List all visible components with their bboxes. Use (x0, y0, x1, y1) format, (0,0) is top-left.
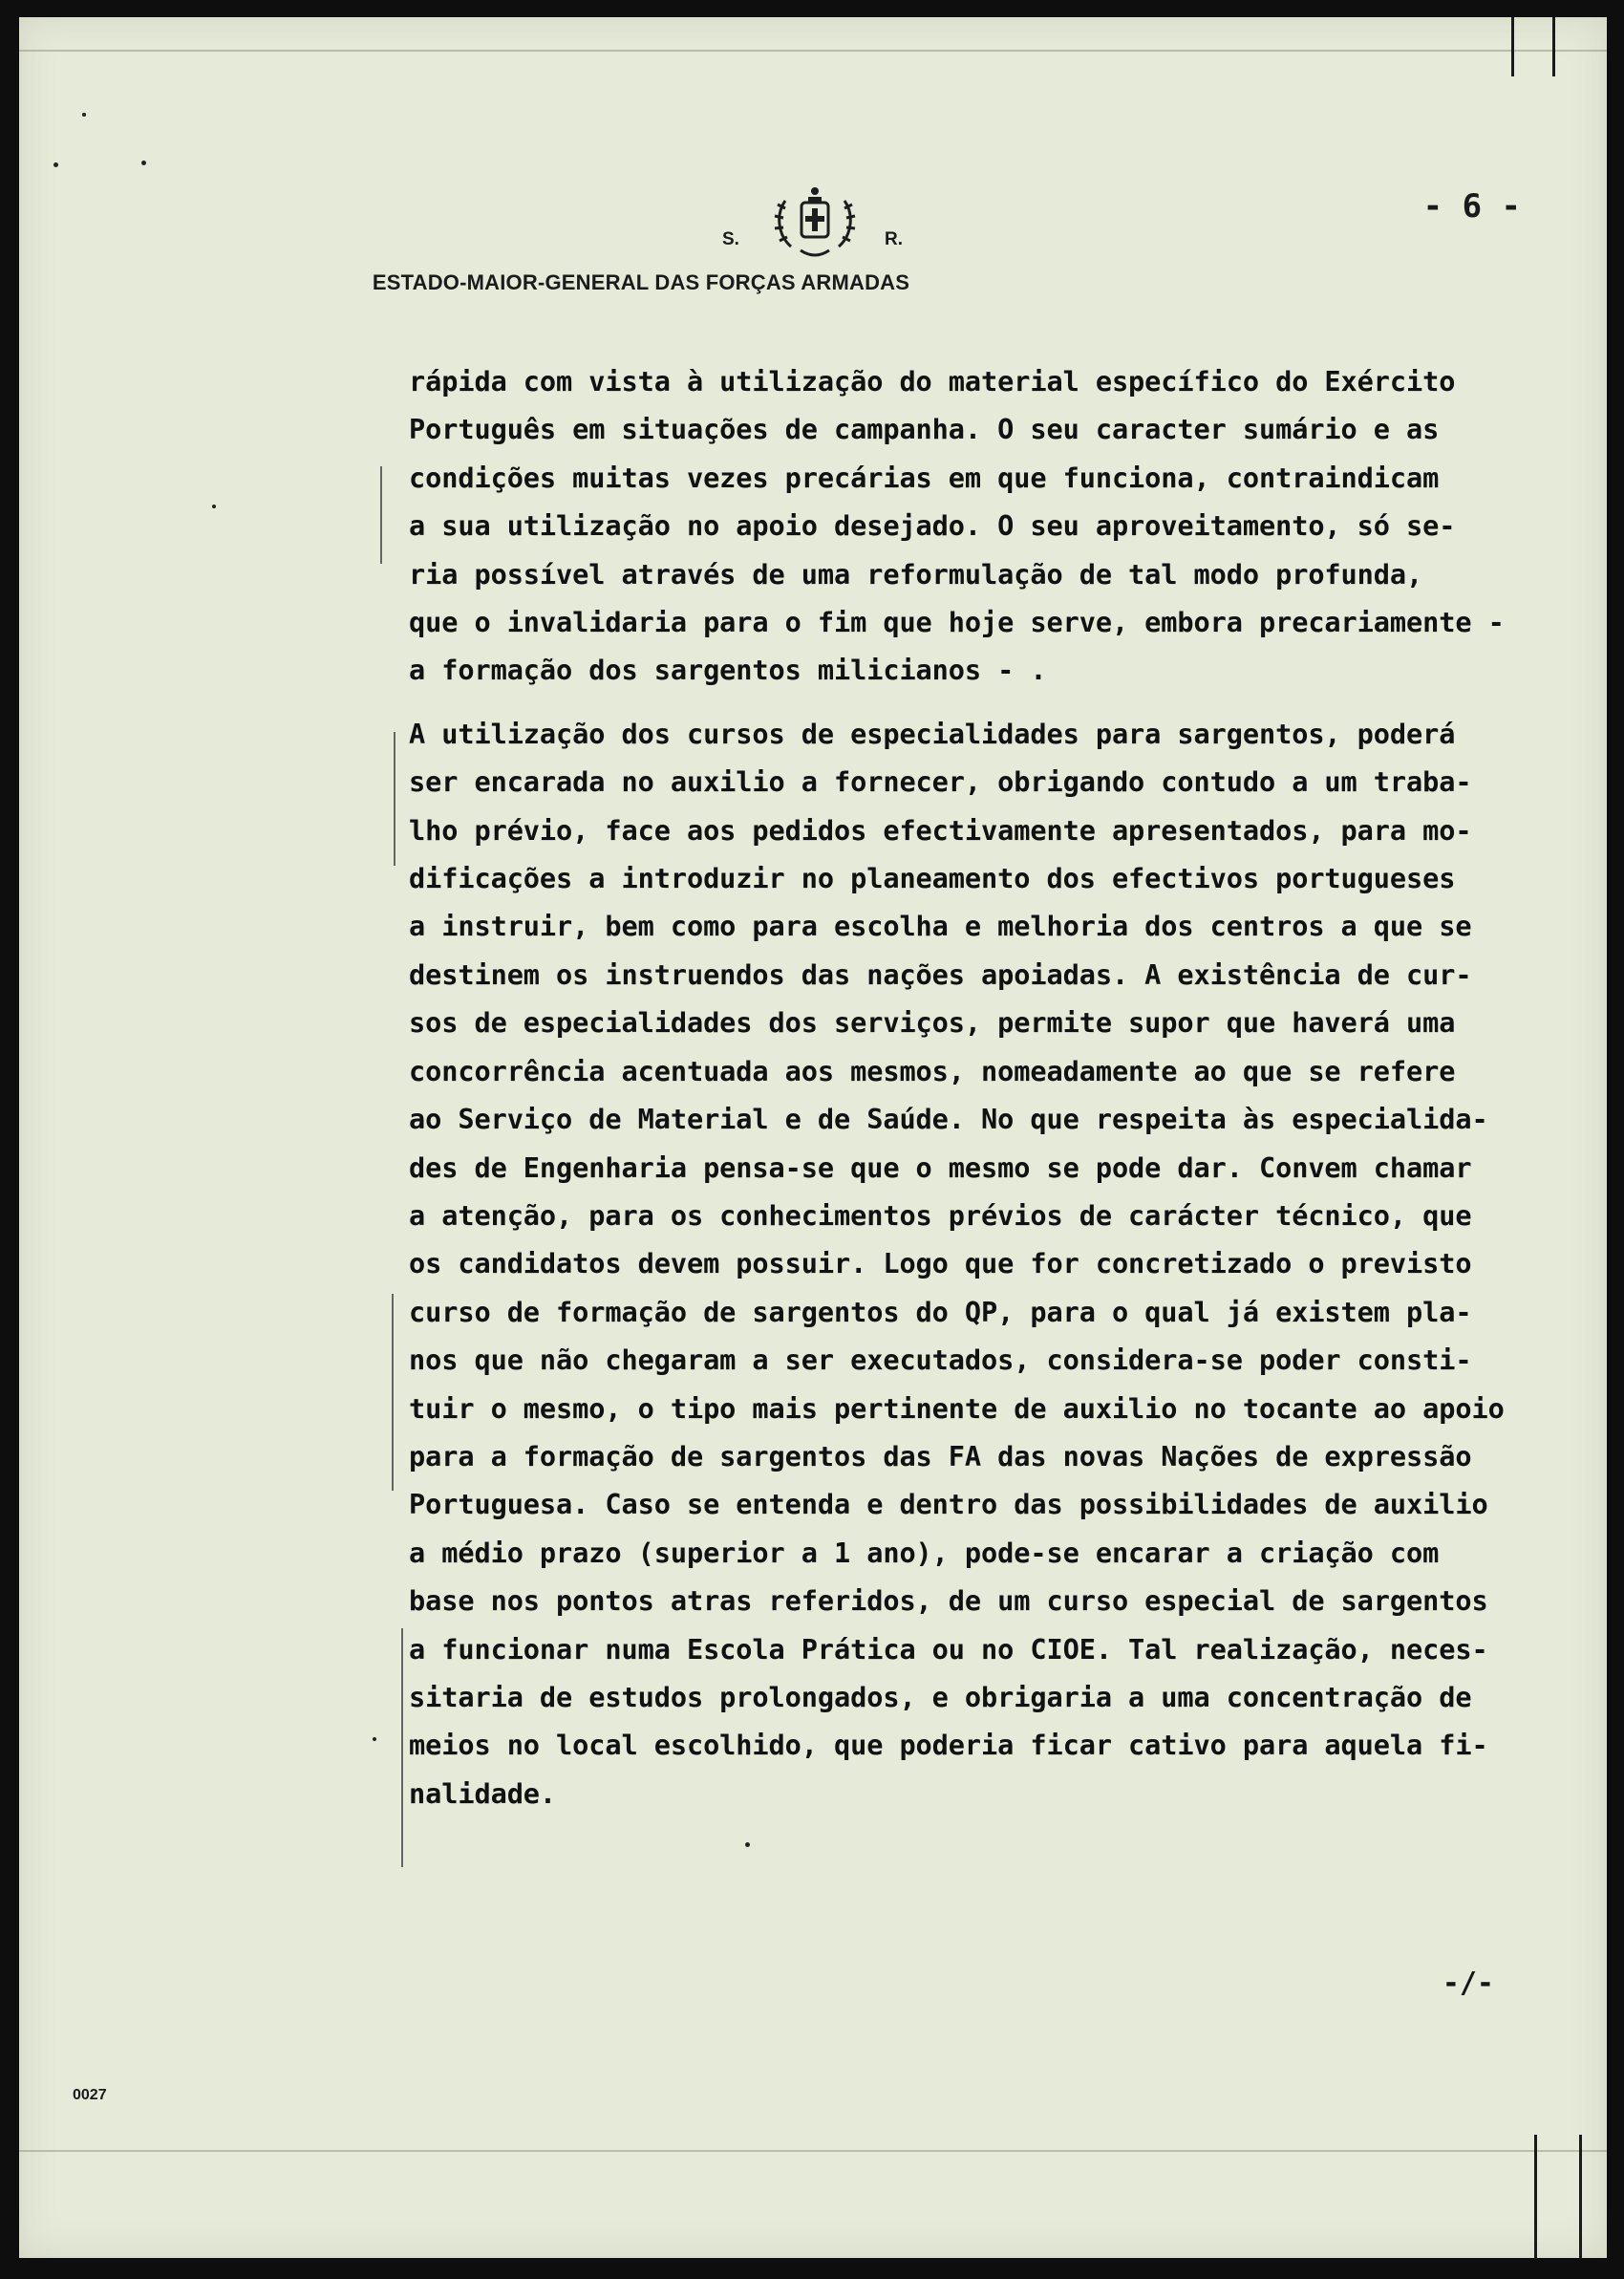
page-number: - 6 - (1422, 187, 1521, 226)
margin-mark (392, 1294, 394, 1491)
seal-letter-right: R. (885, 229, 903, 249)
seal-row (716, 180, 946, 256)
margin-mark (401, 1628, 403, 1867)
document-code: 0027 (73, 2087, 107, 2103)
paragraph: A utilização dos cursos de especialidades para sargentos, poderá ser encarada no auxilio a fornecer, obrigando contudo a um traba- lho prévio, face aos pedidos efectivamente apresentados, para mo- dificações a introduzir no planeamento dos efectivos portugueses a instruir, bem como para escolha e melhoria dos centros a que se destinem os instruendos das nações apoiadas. A existência de cur- sos de especialidades dos serviços, permite supor que haverá uma concorrência acentuada aos mesmos, nomeadamente ao que se refere ao Serviço de Material e de Saúde. No que respeita às especialida- des de Engenharia pensa-se que o mesmo se pode dar. Convem chamar a atenção, para os conhecimentos prévios de carácter técnico, que os candidatos devem possuir. Logo que for concretizado o previsto curso de formação de sargentos do QP, para o qual já existem pla- nos que não chegaram a ser executados, considera-se poder consti- tuir o mesmo, o tipo mais pertinente de auxilio no tocante ao apoio para a formação de sargentos das FA das novas Nações de expressão Portuguesa. Caso se entenda e dentro das possibilidades de auxilio a médio prazo (superior a 1 ano), pode-se encarar a criação com base nos pontos atras referidos, de um curso especial de sargentos a funcionar numa Escola Prática ou no CIOE. Tal realização, neces- sitaria de estudos prolongados, e obrigaria a uma concentração de meios no local escolhido, que poderia ficar cativo para aquela fi- nalidade. (409, 717, 1505, 1810)
paper-speck (82, 113, 86, 117)
bottom-fold-line (19, 2150, 1607, 2152)
document-body (409, 357, 1613, 1833)
seal-letter-left: S. (722, 229, 739, 249)
coat-of-arms-emblem (772, 180, 858, 266)
binding-mark-bottom (1534, 2135, 1582, 2259)
margin-mark (394, 732, 395, 866)
paragraph: rápida com vista à utilização do material específico do Exército Português em situações de campanha. O seu caracter sumário e as condições muitas vezes precárias em que funciona, contraindicam a sua utilização no apoio desejado. O seu aproveitamento, só se- ria possível através de uma reformulação de tal modo profunda, que o invalidaria para o fim que hoje serve, embora precariamente - a formação dos sargentos milicianos - . (409, 365, 1505, 687)
institution-heading: ESTADO-MAIOR-GENERAL DAS FORÇAS ARMADAS (372, 270, 910, 294)
paper-speck (53, 162, 58, 167)
paper-speck (745, 1842, 750, 1847)
paper-speck (212, 505, 216, 508)
paper-speck (373, 1737, 376, 1741)
binding-mark-top (1511, 17, 1555, 76)
top-fold-line (19, 50, 1607, 52)
continuation-mark: -/- (1442, 1967, 1494, 2000)
document-page (19, 17, 1607, 2258)
paper-speck (141, 161, 146, 165)
margin-mark (380, 466, 382, 564)
